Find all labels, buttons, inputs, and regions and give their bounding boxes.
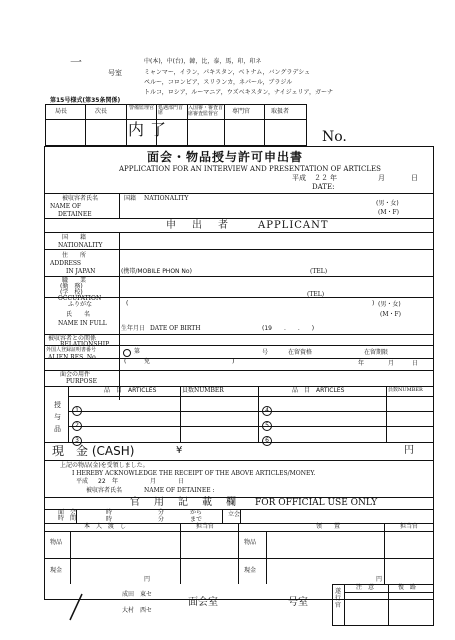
- period-label: 在留期限: [364, 349, 389, 356]
- footer-line-1: 成田 東セ: [122, 591, 153, 598]
- applicant-tel-1: (TEL): [310, 268, 328, 275]
- receipt-era: 平成: [76, 478, 89, 485]
- cash-yen-suffix: 円: [404, 445, 414, 456]
- official-money-right: 現金: [244, 567, 257, 574]
- receipt-detainee-jp: 被収容者氏名: [86, 487, 123, 494]
- footer-col-b: 復 路: [398, 584, 417, 591]
- receipt-detainee-en: NAME OF DETAINEE :: [144, 487, 215, 494]
- footer-escort-table: [332, 584, 434, 626]
- applicant-gender-en: (M・F): [380, 311, 401, 318]
- receipt-jp: 上記の物品(金)を受領しました。: [60, 462, 149, 469]
- official-hour-1: 時: [106, 509, 113, 516]
- official-from: から: [190, 509, 203, 516]
- applicant-occupation-jp3: (学 校): [60, 289, 83, 296]
- period-day-label: 日: [412, 360, 419, 367]
- detainee-gender-jp: (男・女): [376, 200, 399, 207]
- approval-header-exam: 入国審・審査首席審査監督官: [188, 105, 224, 117]
- applicant-dob-value: (19 . . ): [262, 325, 315, 332]
- applicant-address-en2: IN JAPAN: [66, 268, 96, 275]
- alien-label-jp: 外国人登録証明書番号: [46, 347, 97, 353]
- purpose-jp: 面会の用件: [60, 371, 91, 378]
- row-num-1: 1: [72, 399, 82, 416]
- official-col-officer: 担当官: [196, 523, 215, 530]
- official-col-custody: 領 置: [316, 523, 341, 530]
- official-header-en: FOR OFFICIAL USE ONLY: [255, 498, 378, 508]
- alien-exempt-open: (: [124, 358, 127, 365]
- official-header-jp: 官 用 記 載 欄: [130, 497, 238, 508]
- official-witness: 立会: [228, 511, 241, 518]
- approval-header-deputy: 次長: [95, 108, 108, 115]
- relationship-jp: 被収容者との関係: [48, 335, 97, 342]
- official-goods-left: 物品: [50, 539, 63, 546]
- receipt-en: I HEREBY ACKNOWLEDGE THE RECEIPT OF THE ABOVE ARTICLES/MONEY.: [72, 470, 316, 477]
- detainee-gender-en: (M・F): [378, 209, 399, 216]
- official-minute-1: 分: [158, 509, 165, 516]
- receipt-month-label: 月: [150, 478, 157, 485]
- period-year-label: 年: [358, 360, 365, 367]
- detainee-nationality-en: NATIONALITY: [144, 195, 189, 202]
- approval-header-specialist: 専門官: [232, 108, 251, 115]
- footer-side-label: 遂行官: [335, 588, 342, 609]
- row-num-3: 3: [72, 429, 82, 446]
- applicant-gender-jp: (男・女): [378, 301, 401, 308]
- purpose-en: PURPOSE: [66, 378, 97, 385]
- nationality-line-1: 中(本)，中(台)，韓，比，泰，馬，印，印ネ: [144, 58, 262, 65]
- room-label: 号室: [108, 69, 122, 77]
- approval-header-chief: 局長: [55, 108, 68, 115]
- title-jp: 面会・物品授与許可申出書: [147, 150, 304, 164]
- slash-mark: [66, 592, 86, 622]
- receipt-day-label: 日: [178, 478, 185, 485]
- footer-col-a: 注 意: [356, 584, 375, 591]
- applicant-name-jp: 氏 名: [66, 311, 91, 318]
- form-no-label: No.: [322, 129, 347, 145]
- articles-col-number-right: 員数NUMBER: [388, 387, 423, 393]
- alien-label-en: ALIEN RES. No.: [48, 354, 98, 361]
- title-en: APPLICATION FOR AN INTERVIEW AND PRESENTATION OF ARTICLES: [119, 165, 381, 173]
- corner-dash: 一: [70, 55, 83, 69]
- applicant-dob-jp: 生年月日: [121, 325, 146, 332]
- official-goods-right: 物品: [244, 539, 257, 546]
- date-year: ２２: [314, 174, 328, 182]
- date-day-label: 日: [411, 174, 418, 182]
- official-yen-right: 円: [376, 576, 383, 583]
- date-en-label: DATE:: [312, 183, 335, 191]
- status-label: 在留資格: [288, 349, 313, 356]
- receipt-year: 22: [98, 478, 106, 485]
- alien-exempt-close: ): [232, 358, 235, 365]
- applicant-furigana: ふりがな: [68, 301, 93, 308]
- date-month-label: 月: [378, 174, 385, 182]
- official-yen-left: 円: [144, 576, 151, 583]
- form-number: 第15号様式(第35条関係): [50, 97, 121, 104]
- nationality-line-4: トルコ，ロシア，ルーマニア，ウズベキスタン，ナイジェリア，ガーナ: [144, 89, 334, 96]
- applicant-nationality-en: NATIONALITY: [58, 242, 103, 249]
- detainee-label-en1: NAME OF: [50, 203, 82, 210]
- footer-line-2: 大村 西セ: [122, 607, 153, 614]
- official-to: まで: [190, 516, 203, 523]
- applicant-dob-en: DATE OF BIRTH: [150, 325, 201, 332]
- approval-header-treatment: 処遇部門首席: [158, 105, 184, 116]
- approval-header-security: 警備監理官: [129, 105, 155, 111]
- official-col-officer-2: 担当官: [400, 523, 419, 530]
- official-col-recipient: 本 人 渡 し: [84, 523, 127, 530]
- applicant-tel-2: (TEL): [307, 291, 325, 298]
- receipt-year-label: 年: [112, 478, 119, 485]
- applicant-occupation-en: OCCUPATION: [58, 295, 102, 302]
- date-era: 平成: [292, 174, 306, 182]
- applicant-header-en: APPLICANT: [258, 220, 329, 231]
- articles-col-item-right: 品 目 ARTICLES: [292, 387, 345, 394]
- official-money-left: 現金: [50, 567, 63, 574]
- applicant-occupation-jp2: (勤 務): [60, 283, 83, 290]
- cash-yen-sign: ¥: [176, 445, 183, 456]
- detainee-label-jp: 被収容者氏名: [62, 195, 99, 202]
- footer-room-1: 面会室: [188, 597, 218, 608]
- official-minute-2: 分: [158, 516, 165, 523]
- approval-stamp: 内了: [128, 120, 173, 139]
- row-num-4: 4: [262, 399, 272, 416]
- official-time-label: 面 会 時 間: [58, 509, 77, 522]
- detainee-nationality-jp: 国籍: [124, 195, 137, 202]
- date-year-label: 年: [330, 174, 337, 182]
- articles-col-item-left: 品 目 ARTICLES: [104, 387, 157, 394]
- articles-side-3: 品: [54, 425, 61, 433]
- row-num-2: 2: [72, 414, 82, 431]
- applicant-address-jp: 住 所: [62, 252, 87, 259]
- relationship-en: RELATIONSHIP: [60, 341, 110, 348]
- applicant-name-en: NAME IN FULL: [58, 320, 107, 327]
- row-num-6: 6: [262, 429, 272, 446]
- applicant-header-jp: 申 出 者: [166, 220, 231, 231]
- nationality-line-3: ペルー，コロンビア，スリランカ，ネパール，ブラジル: [144, 79, 293, 86]
- applicant-address-en1: ADDRESS: [50, 260, 81, 267]
- applicant-nationality-jp: 国 籍: [62, 234, 87, 241]
- approval-header-handler: 取扱者: [271, 108, 290, 115]
- cash-label: 現 金 (CASH): [52, 444, 135, 458]
- articles-col-number-left: 員数NUMBER: [182, 387, 224, 394]
- applicant-mobile-label: (携帯/MOBILE PHON No): [121, 268, 192, 275]
- alien-exempt-label: 免: [144, 358, 151, 365]
- applicant-occupation-jp1: 職 業: [62, 277, 87, 284]
- articles-side-2: 与: [54, 413, 61, 421]
- alien-number-label: 号: [262, 349, 269, 356]
- articles-side-1: 授: [54, 401, 61, 409]
- period-month-label: 月: [388, 360, 395, 367]
- official-hour-2: 時: [106, 516, 113, 523]
- nationality-line-2: ミャンマー，イラン，パキスタン，ベトナム，バングラデシュ: [144, 69, 311, 76]
- furigana-open-paren: (: [126, 300, 129, 307]
- detainee-label-en2: DETAINEE: [58, 211, 92, 218]
- alien-first-label: 第: [134, 348, 141, 355]
- furigana-close-paren: ): [372, 300, 375, 307]
- footer-room-2: 号室: [288, 597, 308, 608]
- row-num-5: 5: [262, 414, 272, 431]
